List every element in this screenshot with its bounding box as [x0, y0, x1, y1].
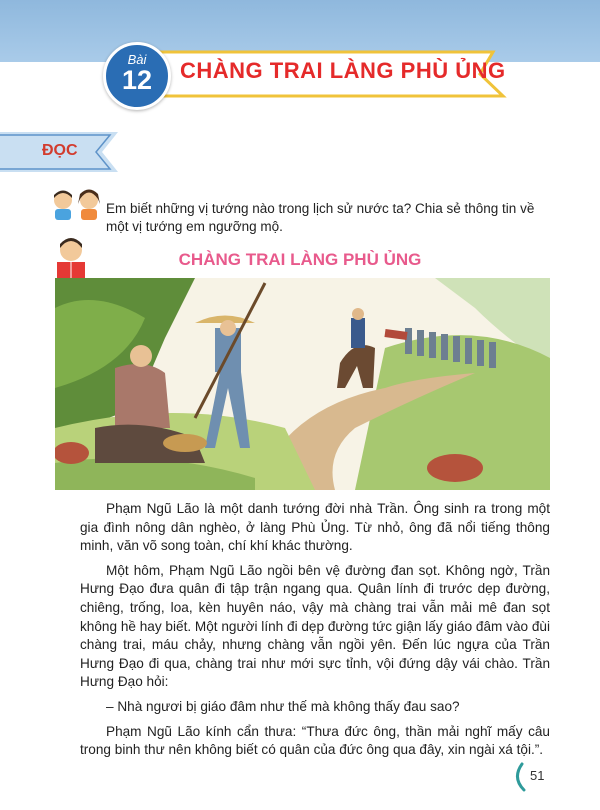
story-paragraph: Một hôm, Phạm Ngũ Lão ngồi bên vệ đường đan sọt. Không ngờ, Trần Hưng Đạo đưa quân đi tập trận ngang qua. Quân lính đi trước dẹp đường, chiêng, trống, loa, kèn huyên náo, vậy mà chàng trai vẫn mải mê đan sọt không hề hay biết. Một người lính đi dẹp đường tức giận lấy giáo đâm vào đùi chàng trai, máu chảy, nhưng chàng vẫn ngồi yên. Đến lúc ngựa của Trần Hưng Đạo đi qua, chàng trai như mới sực tỉnh, vội đứng dậy vái chào. Trần Hưng Đạo hỏi: [80, 562, 550, 690]
lesson-number: 12 [121, 65, 153, 95]
story-illustration [55, 278, 550, 490]
intro-prompt: Em biết những vị tướng nào trong lịch sử nước ta? Chia sẻ thông tin về một vị tướng em ngưỡng mộ. [106, 201, 535, 234]
story-paragraph: Phạm Ngũ Lão là một danh tướng đời nhà Trần. Ông sinh ra trong một gia đình nông dân nghèo, ở làng Phù Ủng. Từ nhỏ, ông đã nổi tiếng thông minh, văn võ song toàn, chí khí khác thường. [80, 501, 550, 554]
lesson-badge [103, 42, 171, 110]
lesson-title: CHÀNG TRAI LÀNG PHÙ ỦNG [180, 58, 506, 83]
story-title: CHÀNG TRAI LÀNG PHÙ ỦNG [178, 250, 422, 269]
page-number: 51 [530, 768, 545, 783]
children-discussion-icon [50, 188, 102, 220]
section-label-doc: ĐỌC [42, 142, 78, 159]
lesson-word: Bài [127, 52, 147, 67]
story-paragraph: – Nhà ngươi bị giáo đâm như thế mà không thấy đau sao? [106, 698, 460, 714]
story-paragraph: Phạm Ngũ Lão kính cẩn thưa: “Thưa đức ông, thần mải nghĩ mấy câu trong binh thư nên không biết có quân của đức ông qua đây, xin ngài xá tội.”. [80, 723, 550, 758]
story-body [80, 500, 550, 766]
